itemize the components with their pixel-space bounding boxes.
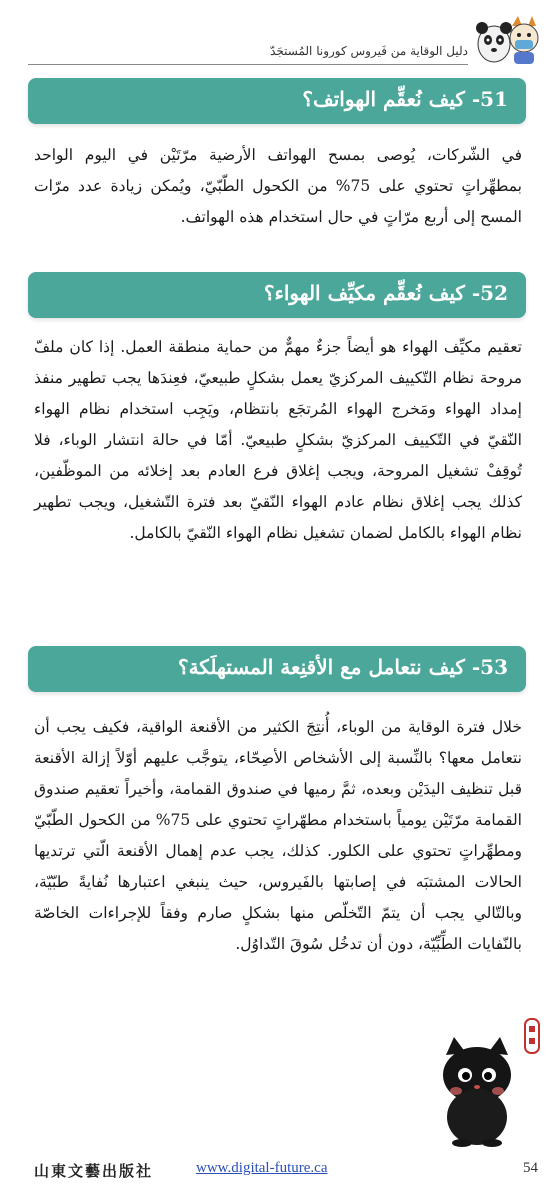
page-header bbox=[0, 0, 554, 72]
header-title: دليل الوقاية من فَيروس كورونا المُستجَدّ bbox=[270, 44, 468, 58]
section-51-title: 51- كيف نُعقِّم الهواتف؟ bbox=[302, 87, 508, 111]
section-52-body bbox=[34, 332, 522, 549]
panda-and-kitten-illustration-icon bbox=[470, 6, 540, 66]
section-52-title: 52- كيف نُعقِّم مكيِّف الهواء؟ bbox=[263, 281, 508, 305]
red-seal-stamp-icon bbox=[524, 1018, 540, 1054]
footer-website-link[interactable]: www.digital-future.ca bbox=[196, 1160, 328, 1176]
section-51-body bbox=[34, 140, 522, 233]
footer-publisher: 山東文藝出版社 bbox=[34, 1162, 154, 1180]
section-52-text: تعقيم مكيِّف الهواء هو أيضاً جزءٌ مهمٌّ من حماية منطقة العمل. إذا كان ملفّ مروحة نظام التّكييف المركزيّ يعمل بشكلٍ طبيعيّ، فعِندَها يجب تطهير منفذ إمداد الهواء ومَخرج الهواء المُرتجَع بانتظام، ويَجِب استخدام نظام الهواء النّقيّ في التّكييف المركزيّ بشكلٍ طبيعيّ. أمّا في حالة انتشار الوباء، فلا تُوقِفْ تشغيل المروحة، ويجب إغلاق فرع العادم بعد إخلائه من الموظّفين، كذلك يجب إغلاق نظام عادم الهواء النّقيّ بعد فترة التّشغيل، ويجب تطهير نظام الهواء بالكامل لضمان تشغيل نظام الهواء النّقيّ بالكامل. bbox=[34, 338, 522, 542]
page-number: 54 bbox=[523, 1160, 538, 1176]
section-52-header bbox=[28, 272, 526, 318]
header-divider bbox=[28, 64, 468, 65]
section-51-header bbox=[28, 78, 526, 124]
section-53-text: خلال فترة الوقاية من الوباء، أُنتِجَ الكثير من الأقنعة الواقية، فكيف يجب أن نتعامل معها؟ بالنِّسبة إلى الأشخاص الأصِحّاء، يتوجَّب عليهم أوّلاً إزالة الأقنعة قبل تنظيف اليدَيْن وبعده، ثمَّ رميها في صندوق القمامة، وأخيراً تعقيم صندوق القمامة مرّتَيْن يومياً باستخدام مطهّراتٍ تحتوي على 75% من الكحول الطّبّيّ ومطهِّراتٍ تحتوي على الكلور. كذلك، يجب عدم إهمال الأقنعة الّتي ترتديها الحالات المشتبَه في إصابتها بالفَيروس، حيث ينبغي اعتبارها نُفايةً طبّيّة، وبالتّالي يجب أن يتمّ التّخلّص منها بشكلٍ صارم وفقاً للإجراءات الخاصّة بالنّفايات الطِّبِّيّة، دون أن تدخُل سُوقَ التّداوُل. bbox=[34, 718, 522, 953]
black-cat-illustration-icon bbox=[432, 1035, 522, 1147]
section-51-text: في الشّركات، يُوصى بمسح الهواتف الأرضية مرّتَيْن في اليوم الواحد بمطهِّراتٍ تحتوي على 75% من الكحول الطّبّيّ، ويُمكن زيادة عدد مرّات المسح إلى أربع مرّاتٍ في حال استخدام هذه الهواتف. bbox=[34, 146, 522, 226]
section-53-header bbox=[28, 646, 526, 692]
section-53-title: 53- كيف نتعامل مع الأقنِعة المستهلَكة؟ bbox=[177, 655, 508, 679]
section-53-body bbox=[34, 712, 522, 960]
